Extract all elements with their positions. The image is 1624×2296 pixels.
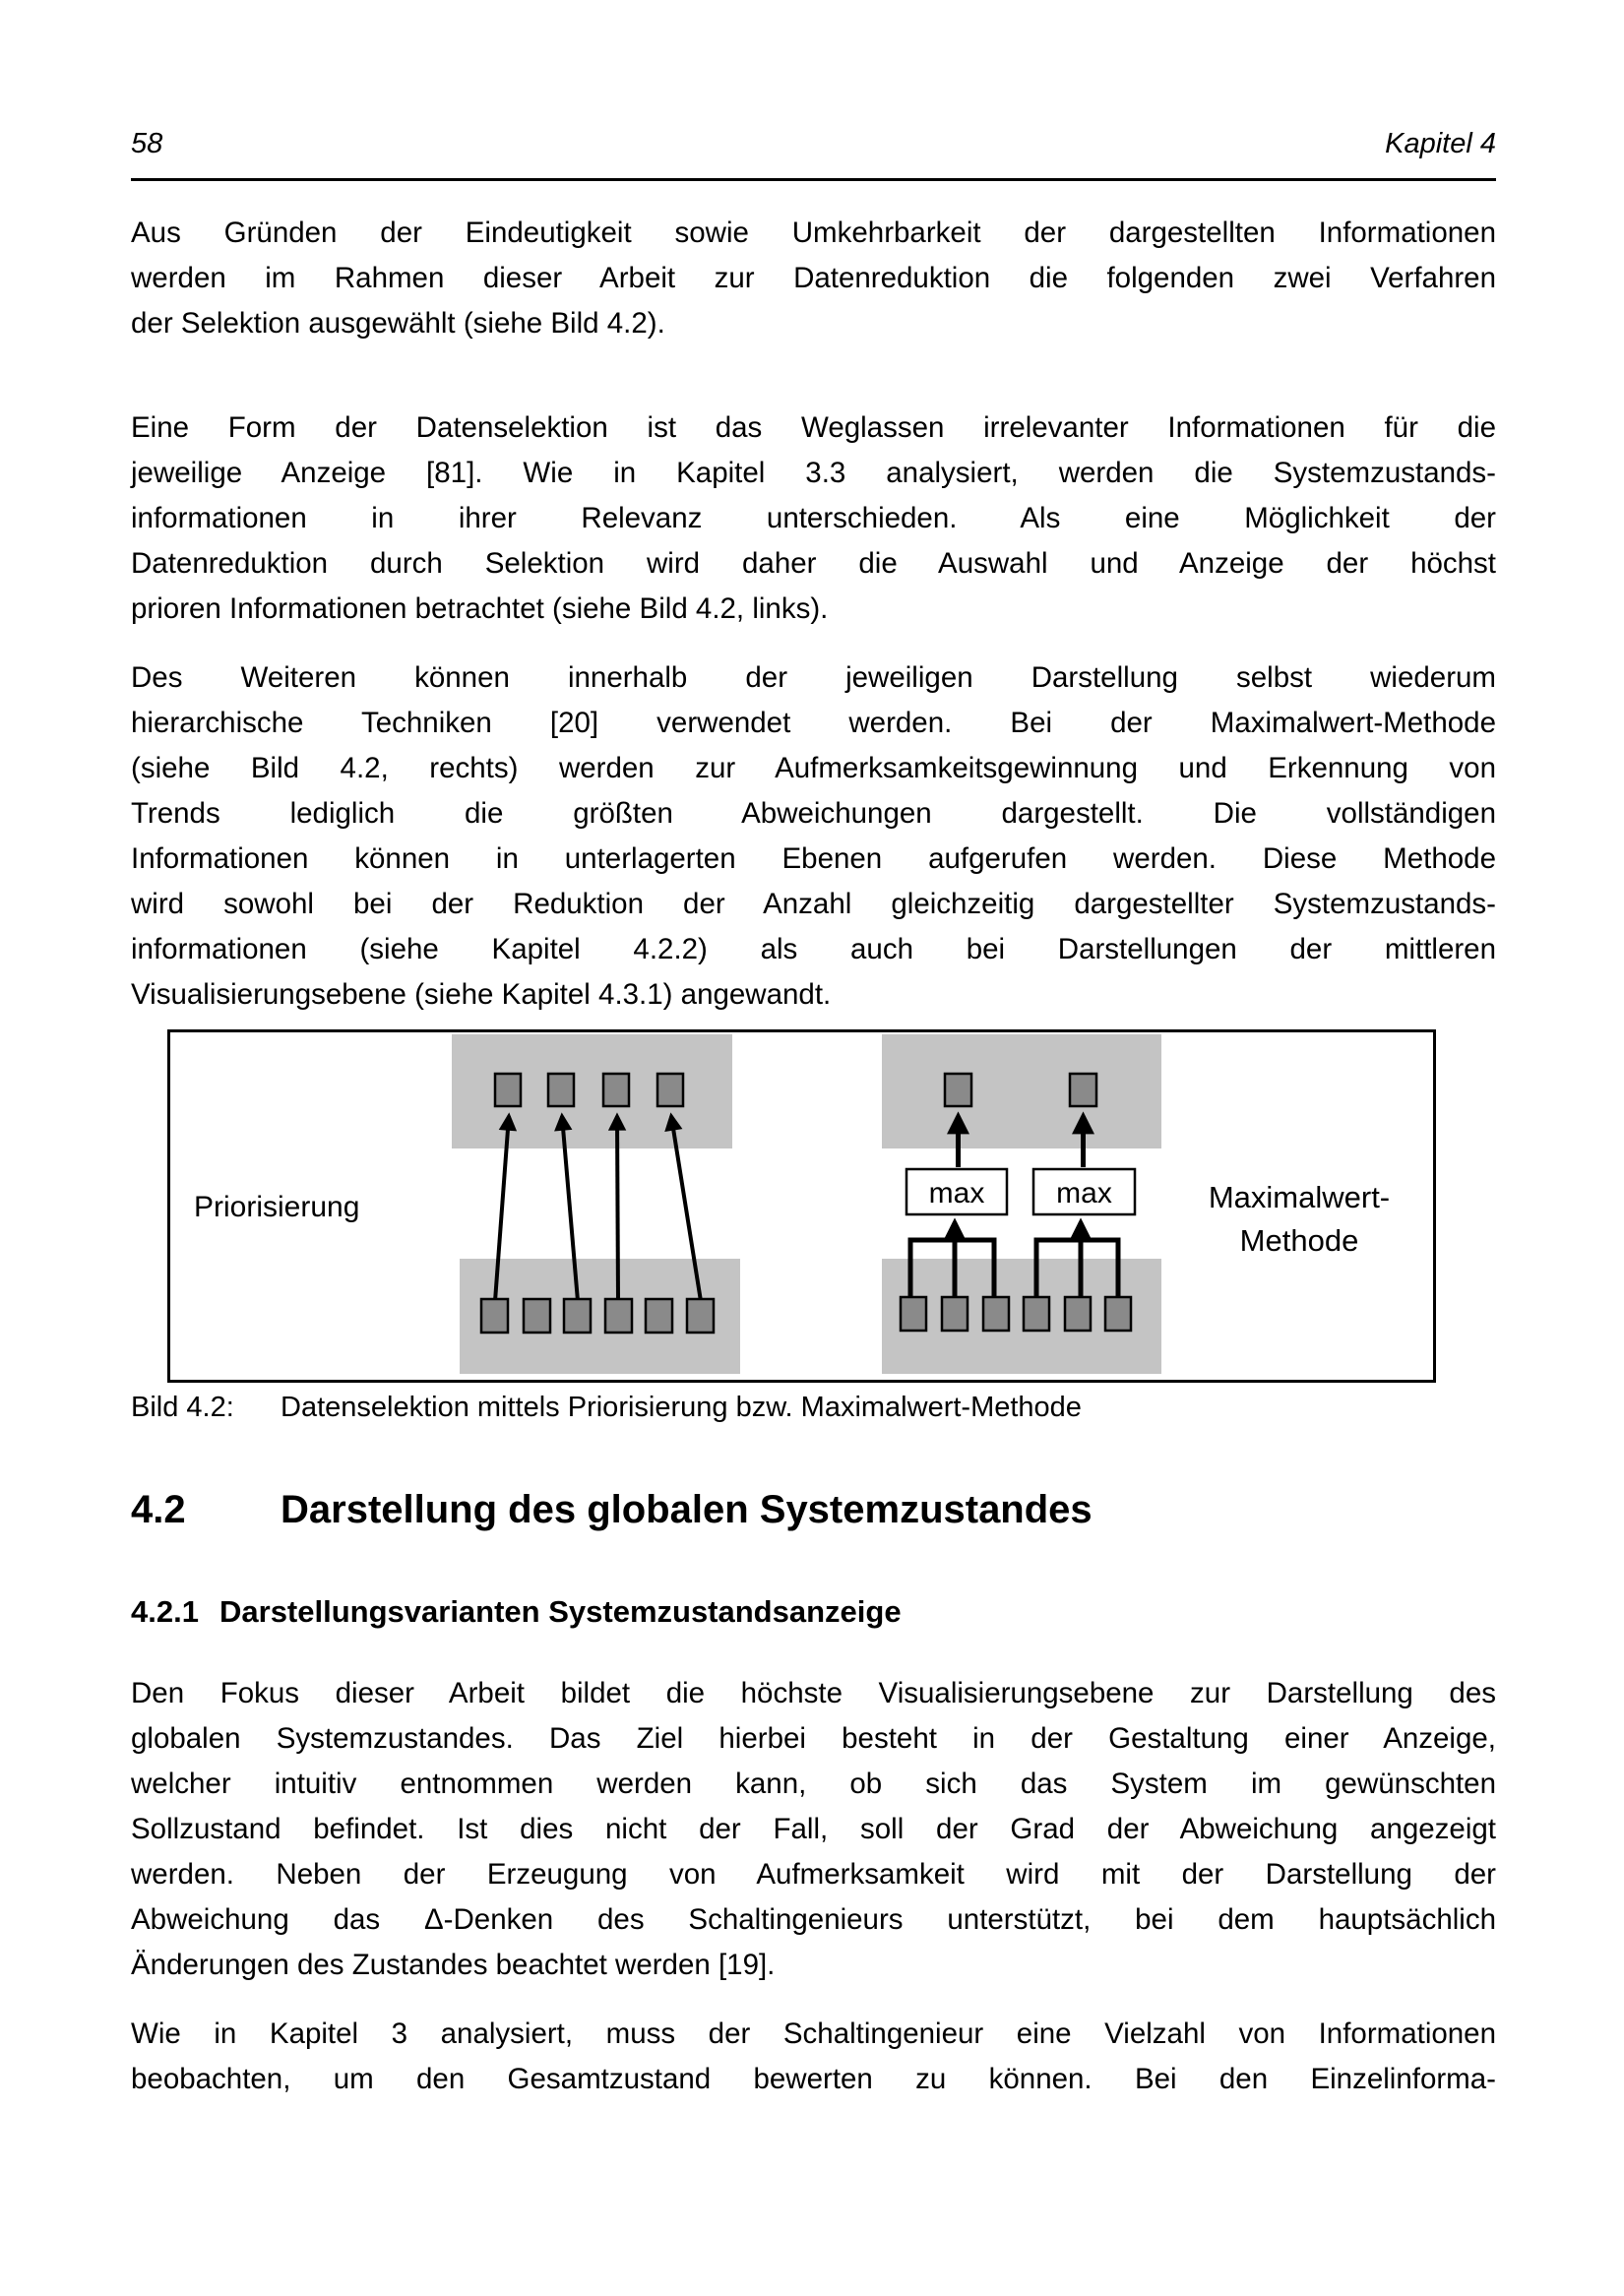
- section-heading: [131, 1488, 1496, 1532]
- info-square: [603, 1074, 629, 1106]
- text-line: Informationen können in unterlagerten Ebenen aufgerufen werden. Diese Methode: [131, 842, 1496, 875]
- text-line: welcher intuitiv entnommen werden kann, ob sich das System im gewünschten: [131, 1768, 1496, 1800]
- section-number: 4.2: [131, 1488, 186, 1531]
- info-square: [1105, 1297, 1131, 1331]
- text-line: der Selektion ausgewählt (siehe Bild 4.2).: [131, 307, 665, 340]
- maximalwert-label-line1: Maximalwert-: [1208, 1180, 1391, 1214]
- info-square: [687, 1299, 714, 1333]
- text-line: (siehe Bild 4.2, rechts) werden zur Aufmerksamkeitsgewinnung und Erkennung von: [131, 752, 1496, 784]
- info-square: [1065, 1297, 1091, 1331]
- info-square: [942, 1297, 968, 1331]
- text-line: Visualisierungsebene (siehe Kapitel 4.3.1) angewandt.: [131, 978, 832, 1011]
- text-line: Datenreduktion durch Selektion wird daher die Auswahl und Anzeige der höchst: [131, 547, 1496, 580]
- section-title: Darstellung des globalen Systemzustandes: [281, 1488, 1093, 1531]
- text-line: Wie in Kapitel 3 analysiert, muss der Schaltingenieur eine Vielzahl von Informationen: [131, 2017, 1496, 2050]
- figure-caption: [131, 1392, 1496, 1424]
- text-line: werden im Rahmen dieser Arbeit zur Datenreduktion die folgenden zwei Verfahren: [131, 262, 1496, 294]
- subsection-heading: [131, 1594, 1496, 1630]
- info-square: [1024, 1297, 1049, 1331]
- text-line: Eine Form der Datenselektion ist das Weglassen irrelevanter Informationen für die: [131, 411, 1496, 444]
- text-line: jeweilige Anzeige [81]. Wie in Kapitel 3.3 analysiert, werden die Systemzustands-: [131, 457, 1496, 489]
- priorisierung-label: Priorisierung: [194, 1191, 360, 1223]
- text-line: Sollzustand befindet. Ist dies nicht der Fall, soll der Grad der Abweichung angezeigt: [131, 1813, 1496, 1845]
- text-line: Den Fokus dieser Arbeit bildet die höchste Visualisierungsebene zur Darstellung des: [131, 1677, 1496, 1709]
- max-label: max: [1056, 1177, 1112, 1210]
- info-square: [945, 1074, 971, 1106]
- info-square: [657, 1074, 683, 1106]
- text-line: wird sowohl bei der Reduktion der Anzahl gleichzeitig dargestellter Systemzustands-: [131, 888, 1496, 920]
- info-square: [495, 1074, 521, 1106]
- info-square: [481, 1299, 508, 1333]
- text-line: Trends lediglich die größten Abweichungen dargestellt. Die vollständigen: [131, 797, 1496, 830]
- text-line: prioren Informationen betrachtet (siehe Bild 4.2, links).: [131, 592, 829, 625]
- text-line: Änderungen des Zustandes beachtet werden [19].: [131, 1949, 776, 1981]
- info-square: [524, 1299, 550, 1333]
- text-line: Des Weiteren können innerhalb der jeweiligen Darstellung selbst wiederum: [131, 661, 1496, 694]
- info-square: [564, 1299, 591, 1333]
- paragraph-4: [131, 1671, 1496, 1988]
- text-line: informationen in ihrer Relevanz unterschieden. Als eine Möglichkeit der: [131, 502, 1496, 534]
- info-square: [983, 1297, 1009, 1331]
- info-square: [901, 1297, 926, 1331]
- text-line: globalen Systemzustandes. Das Ziel hierbei besteht in der Gestaltung einer Anzeige,: [131, 1722, 1496, 1755]
- paragraph-2: [131, 405, 1496, 632]
- paragraph-5: [131, 2012, 1496, 2102]
- figure-bild-4-2: [167, 1029, 1436, 1383]
- paragraph-1: [131, 211, 1496, 346]
- text-line: werden. Neben der Erzeugung von Aufmerksamkeit wird mit der Darstellung der: [131, 1858, 1496, 1891]
- maximalwert-label-line2: Methode: [1239, 1223, 1359, 1258]
- text-line: beobachten, um den Gesamtzustand bewerten zu können. Bei den Einzelinforma-: [131, 2063, 1496, 2095]
- text-line: informationen (siehe Kapitel 4.2.2) als auch bei Darstellungen der mittleren: [131, 933, 1496, 965]
- figure-caption-text: Datenselektion mittels Priorisierung bzw. Maximalwert-Methode: [281, 1392, 1082, 1423]
- paragraph-3: [131, 655, 1496, 1018]
- text-line: Abweichung das Δ-Denken des Schaltingenieurs unterstützt, bei dem hauptsächlich: [131, 1903, 1496, 1936]
- text-line: Aus Gründen der Eindeutigkeit sowie Umkehrbarkeit der dargestellten Informationen: [131, 217, 1496, 249]
- subsection-title: Darstellungsvarianten Systemzustandsanzeige: [219, 1594, 902, 1629]
- info-square: [548, 1074, 574, 1106]
- page-header: [131, 128, 1496, 160]
- text-line: hierarchische Techniken [20] verwendet werden. Bei der Maximalwert-Methode: [131, 707, 1496, 739]
- figure-caption-number: Bild 4.2:: [131, 1392, 234, 1423]
- page-number: 58: [131, 128, 163, 159]
- info-square: [1070, 1074, 1096, 1106]
- chapter-label: Kapitel 4: [1385, 128, 1496, 159]
- subsection-number: 4.2.1: [131, 1594, 199, 1629]
- max-label: max: [928, 1177, 985, 1210]
- info-square: [646, 1299, 672, 1333]
- top-band: [882, 1034, 1161, 1148]
- header-rule: [131, 178, 1496, 181]
- arrow: [617, 1116, 618, 1301]
- figure-canvas: [167, 1029, 1436, 1383]
- info-square: [605, 1299, 632, 1333]
